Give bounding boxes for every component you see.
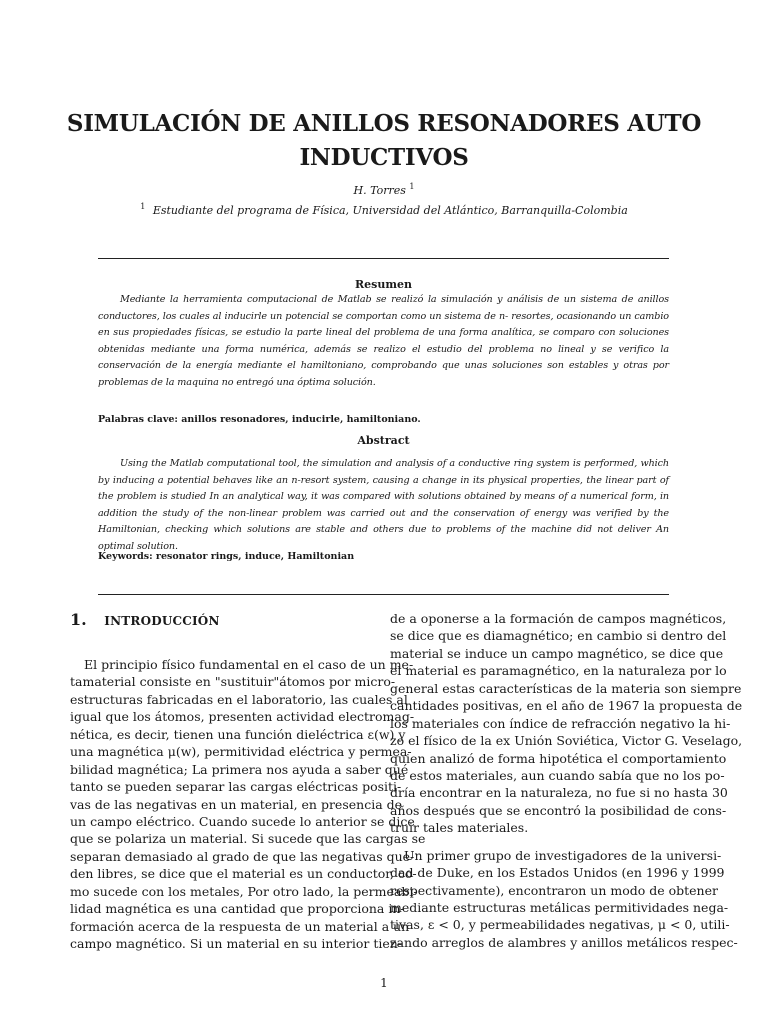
text-line: truir tales materiales.: [390, 820, 529, 836]
text-line: una magnética μ(w), permitividad eléctrica y permea-: [70, 744, 412, 760]
text-line: nética, es decir, tienen una función dieléctrica ε(w) y: [70, 726, 406, 742]
text-line: estructuras fabricadas en el laboratorio, las cuales al: [70, 691, 408, 707]
paragraph-gap: [390, 837, 698, 847]
text-line: respectivamente), encontraron un modo de obtener: [390, 882, 718, 898]
author-name: H. Torres: [353, 184, 406, 197]
text-line: formación acerca de la respuesta de un material a un: [70, 918, 410, 934]
text-line: mo sucede con los metales, Por otro lado, la permeabi-: [70, 883, 418, 899]
text-line: mediante estructuras metálicas permitividades nega-: [390, 900, 729, 915]
abstract-text: Using the Matlab computational tool, the simulation and analysis of a conductive ring system is performed, which by inducing a potential behaves like an n-resort system, causing a change in its physical properties, the linear part of the problem is studied In an analytical way, it was compared with solutions obtained by means of a numerical form, in addition the study of the non-linear problem was carried out and the conservation of energy was verified by the Hamiltonian, checking which solutions are stable and others due to problems of the machine did not deliver An optimal solution.: [98, 458, 669, 552]
text-line: bilidad magnética; La primera nos ayuda a saber qué: [70, 761, 409, 777]
author-superscript: 1: [409, 182, 415, 191]
text-line: quien analizó de forma hipotética el comportamiento: [390, 750, 727, 766]
author-line: [0, 184, 768, 197]
text-line: de a oponerse a la formación de campos magnéticos,: [390, 611, 727, 626]
affiliation-text: Estudiante del programa de Física, Universidad del Atlántico, Barranquilla-Colombia: [152, 204, 628, 217]
left-column: [70, 656, 426, 952]
text-line: un campo eléctrico. Cuando sucede lo anterior se dice: [70, 813, 415, 829]
text-line: cantidades positivas, en el año de 1967 la propuesta de: [390, 698, 743, 714]
top-divider: [98, 258, 669, 259]
text-line: separan demasiado al grado de que las negativas que-: [70, 848, 415, 864]
text-line: el material es paramagnético, en la naturaleza por lo: [390, 663, 727, 679]
right-column: [390, 610, 743, 951]
affiliation-line: [0, 204, 768, 217]
paper-title: [60, 107, 708, 175]
text-line: campo magnético. Si un material en su interior tien-: [70, 936, 403, 951]
title-line-1: SIMULACIÓN DE ANILLOS RESONADORES AUTO: [66, 110, 702, 137]
section-number: 1.: [70, 610, 87, 629]
text-line: zando arreglos de alambres y anillos metálicos respec-: [390, 934, 738, 950]
bottom-divider: [98, 594, 669, 595]
text-line: se dice que es diamagnético; en cambio si dentro del: [390, 628, 727, 644]
resumen-heading: Resumen: [355, 278, 412, 291]
text-line: tanto se pueden separar las cargas eléctricas positi-: [70, 779, 402, 795]
text-line: los materiales con índice de refracción negativo la hi-: [390, 715, 731, 731]
text-line: den libres, se dice que el material es un conductor, co-: [70, 866, 417, 882]
resumen-keywords: Palabras clave: anillos resonadores, inducirle, hamiltoniano.: [98, 414, 421, 425]
text-line: material se induce un campo magnético, se dice que: [390, 645, 724, 661]
title-line-2: INDUCTIVOS: [299, 144, 469, 171]
text-line: general estas características de la materia son siempre: [390, 680, 742, 696]
text-line: igual que los átomos, presenten actividad electromag-: [70, 709, 415, 725]
text-line: tamaterial consiste en "sustituir"átomos por micro-: [70, 674, 396, 690]
text-line: tivas, ε < 0, y permeabilidades negativas, μ < 0, utili-: [390, 917, 730, 933]
text-line: vas de las negativas en un material, en presencia de: [70, 796, 403, 812]
page-number: 1: [380, 976, 388, 990]
text-line: Un primer grupo de investigadores de la universi-: [404, 847, 722, 863]
abstract-heading: Abstract: [357, 434, 410, 447]
text-line: dad de Duke, en los Estados Unidos (en 1996 y 1999: [390, 865, 725, 881]
text-line: que se polariza un material. Si sucede que las cargas se: [70, 831, 426, 847]
abstract-keywords: Keywords: resonator rings, induce, Hamiltonian: [98, 551, 355, 562]
section-heading: [70, 610, 220, 629]
section-title: INTRODUCCIÓN: [104, 614, 220, 628]
text-line: lidad magnética es una cantidad que proporciona in-: [70, 901, 405, 917]
text-line: El principio físico fundamental en el caso de un me-: [84, 657, 414, 672]
text-line: años después que se encontró la posibilidad de cons-: [390, 802, 727, 818]
resumen-text: Mediante la herramienta computacional de Matlab se realizó la simulación y análisis de un sistema de anillos conductores, los cuales al inducirle un potencial se comportan como un sistema de n- resortes, ocasionando un cambio en sus propiedades físicas, se estudio la parte lineal del problema de una forma analítica, se comparo con soluciones obtenidas mediante una forma numérica, además se realizo el estudio del problema no lineal y se verifico la conservación de la energía mediante el hamiltoniano, comprobando que unas soluciones son estables y otras por problemas de la maquina no entregó una óptima solución.: [98, 294, 669, 388]
text-line: zo el físico de la ex Unión Soviética, Victor G. Veselago,: [390, 733, 743, 749]
text-line: dría encontrar en la naturaleza, no fue si no hasta 30: [390, 785, 728, 801]
text-line: de estos materiales, aun cuando sabía que no los po-: [390, 767, 725, 783]
affiliation-superscript: 1: [140, 202, 146, 211]
